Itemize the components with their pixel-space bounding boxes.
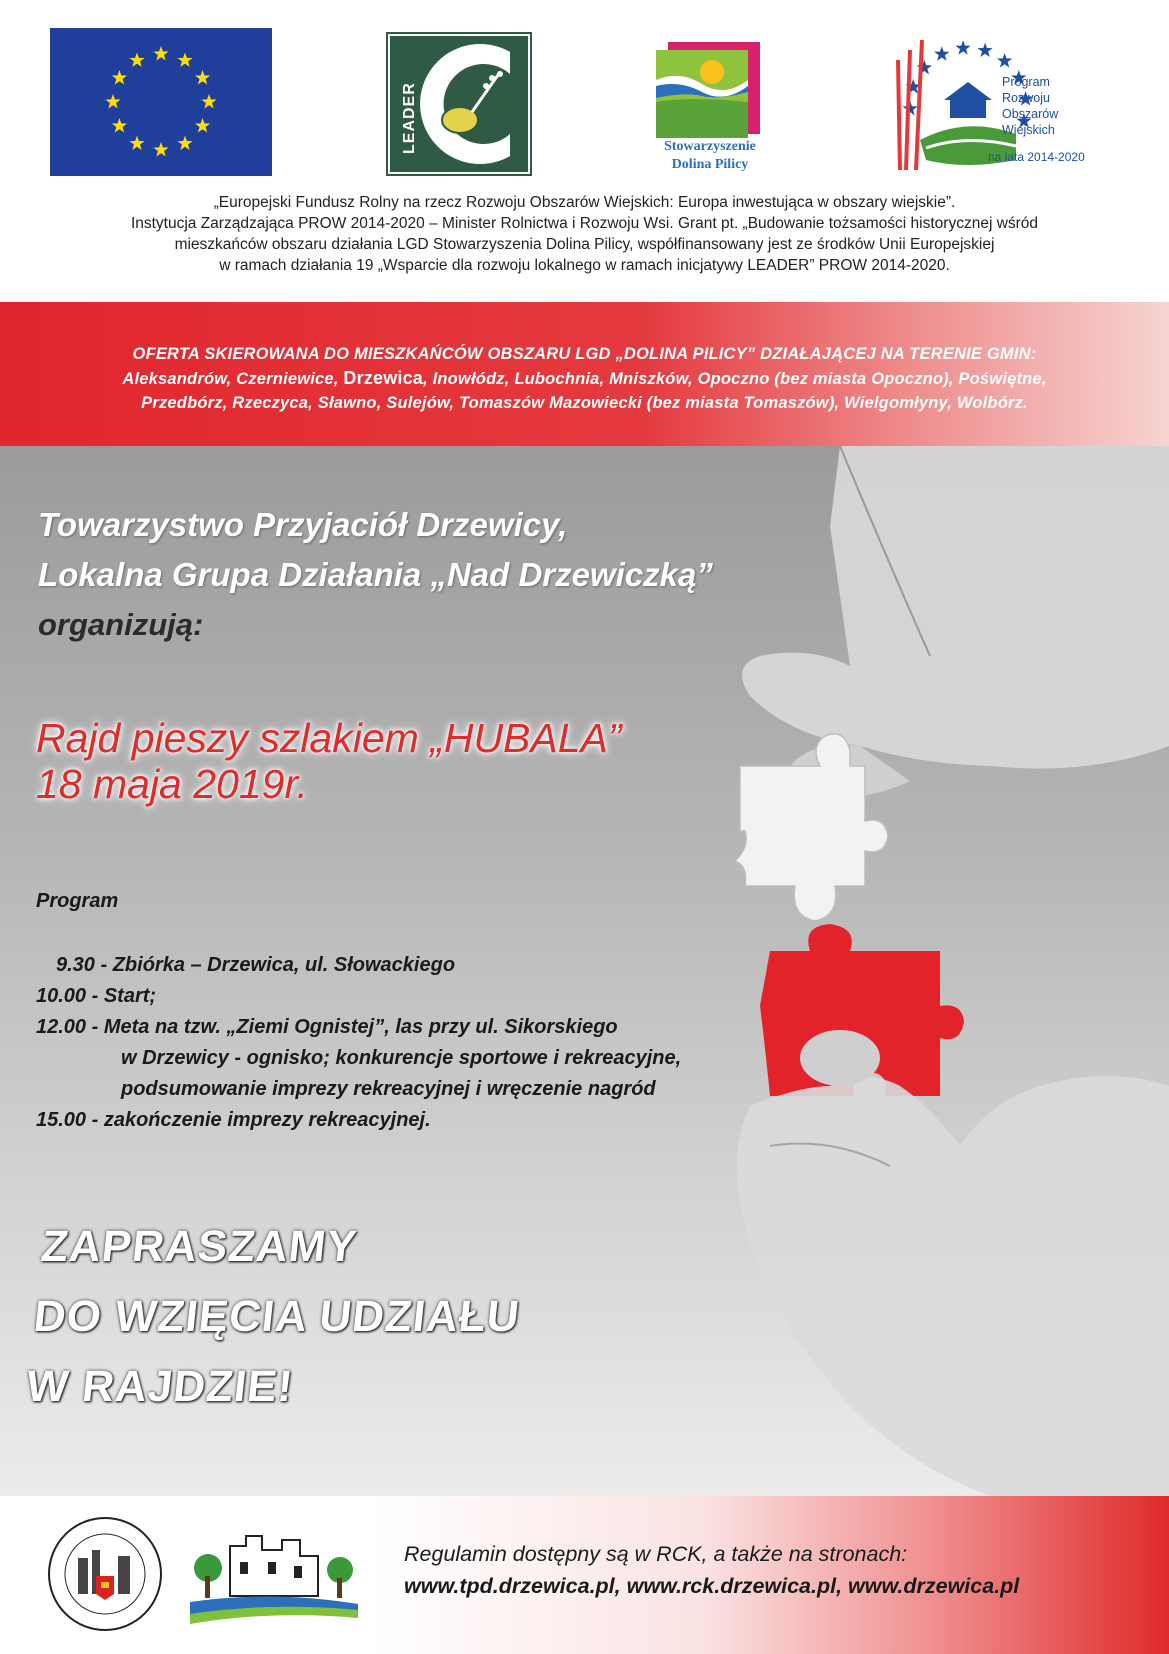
eu-star-icon [112,118,127,132]
stowarzyszenie-logo [650,40,770,184]
lgd-nad-drzewiczka-logo [182,1506,362,1636]
schedule-item: 10.00 - Start; [36,985,157,1007]
program-heading: Program [36,890,119,912]
funding-line: mieszkańców obszaru działania LGD Stowarzyszenia Dolina Pilicy, współfinansowany jest ze środków Unii Europejskiej [174,236,995,253]
prow-star-icon [997,53,1012,67]
eu-star-icon [177,52,192,66]
stowarzyszenie-name-2: Dolina Pilicy [671,157,749,172]
schedule-item: 9.30 - Zbiórka – Drzewica, ul. Słowackiego [56,954,456,976]
program-schedule [36,950,681,1136]
eu-star-icon [153,142,168,156]
eu-star-icon [129,52,144,66]
event-name: Rajd pieszy szlakiem „HUBALA” [36,715,622,761]
offer-banner-text [20,342,1149,415]
schedule-item: 15.00 - zakończenie imprezy rekreacyjnej. [36,1109,431,1131]
schedule-item: w Drzewicy - ognisko; konkurencje sportowe i rekreacyjne, [121,1047,682,1069]
prow-line-wiejskich: Wiejskich [1002,123,1055,137]
footer-rules-note: Regulamin dostępny są w RCK, a także na stronach: [404,1542,908,1566]
eu-flag-icon [50,28,272,176]
organizer-2: Lokalna Grupa Działania „Nad Drzewiczką” [38,556,713,593]
organizers [38,500,713,650]
puzzle-hands-image [690,446,1169,1496]
footer-text [404,1538,1019,1602]
invitation [23,1212,531,1422]
tpd-seal-logo [46,1510,164,1638]
banner-line-2a: Aleksandrów, Czerniewice, [122,370,344,388]
leader-label: LEADER [401,82,418,154]
footer-websites: www.tpd.drzewica.pl, www.rck.drzewica.pl, www.drzewica.pl [404,1574,1020,1598]
eu-star-icon [153,46,168,60]
funding-statement [40,192,1129,276]
funding-line: w ramach działania 19 „Wsparcie dla rozwoju lokalnego w ramach inicjatywy LEADER” PROW 2014-2020. [219,257,950,274]
banner-line-2b: , Inowłódz, Lubochnia, Mniszków, Opoczno (bez miasta Opoczno), Poświętne, [423,370,1047,388]
event-title [36,715,622,807]
prow-star-icon [977,43,992,57]
prow-line-program: Program [1002,75,1050,89]
banner-highlight: Drzewica [343,368,424,388]
eu-star-icon [195,70,210,84]
invite-line: DO WZIĘCIA UDZIAŁU [31,1292,523,1341]
schedule-item: 12.00 - Meta na tzw. „Ziemi Ognistej”, las przy ul. Sikorskiego [36,1016,618,1038]
organizers-verb: organizują: [38,607,204,642]
prow-star-icon [955,40,970,54]
event-date: 18 maja 2019r. [36,761,308,807]
prow-line-obszarow: Obszarów [1002,107,1059,121]
leader-logo [386,32,532,176]
invite-line: W RAJDZIE! [24,1362,296,1411]
stowarzyszenie-name: Stowarzyszenie [664,139,756,154]
prow-logo [876,30,1146,180]
header-logos [0,0,1169,190]
eu-star-icon [177,136,192,150]
funding-line: Instytucja Zarządzająca PROW 2014-2020 – Minister Rolnictwa i Rozwoju Wsi. Grant pt. „Budowanie tożsamości historycznej wśród [130,215,1039,232]
prow-years: na lata 2014-2020 [988,150,1085,164]
invite-line: ZAPRASZAMY [38,1222,360,1271]
eu-star-icon [195,118,210,132]
prow-star-icon [934,46,949,60]
banner-line-1: OFERTA SKIEROWANA DO MIESZKAŃCÓW OBSZARU LGD „DOLINA PILICY” DZIAŁAJĄCEJ NA TERENIE GMIN: [132,345,1037,363]
eu-star-icon [129,136,144,150]
organizer-1: Towarzystwo Przyjaciół Drzewicy, [38,506,568,543]
eu-star-icon [201,94,216,108]
eu-star-icon [112,70,127,84]
schedule-item: podsumowanie imprezy rekreacyjnej i wręczenie nagród [121,1078,656,1100]
prow-line-rozwoju: Rozwoju [1002,91,1050,105]
banner-line-3: Przedbórz, Rzeczyca, Sławno, Sulejów, Tomaszów Mazowiecki (bez miasta Tomaszów), Wielgomłyny, Wolbórz. [141,394,1028,412]
eu-star-icon [105,94,120,108]
funding-line: „Europejski Fundusz Rolny na rzecz Rozwoju Obszarów Wiejskich: Europa inwestująca w obszary wiejskie”. [213,194,956,211]
